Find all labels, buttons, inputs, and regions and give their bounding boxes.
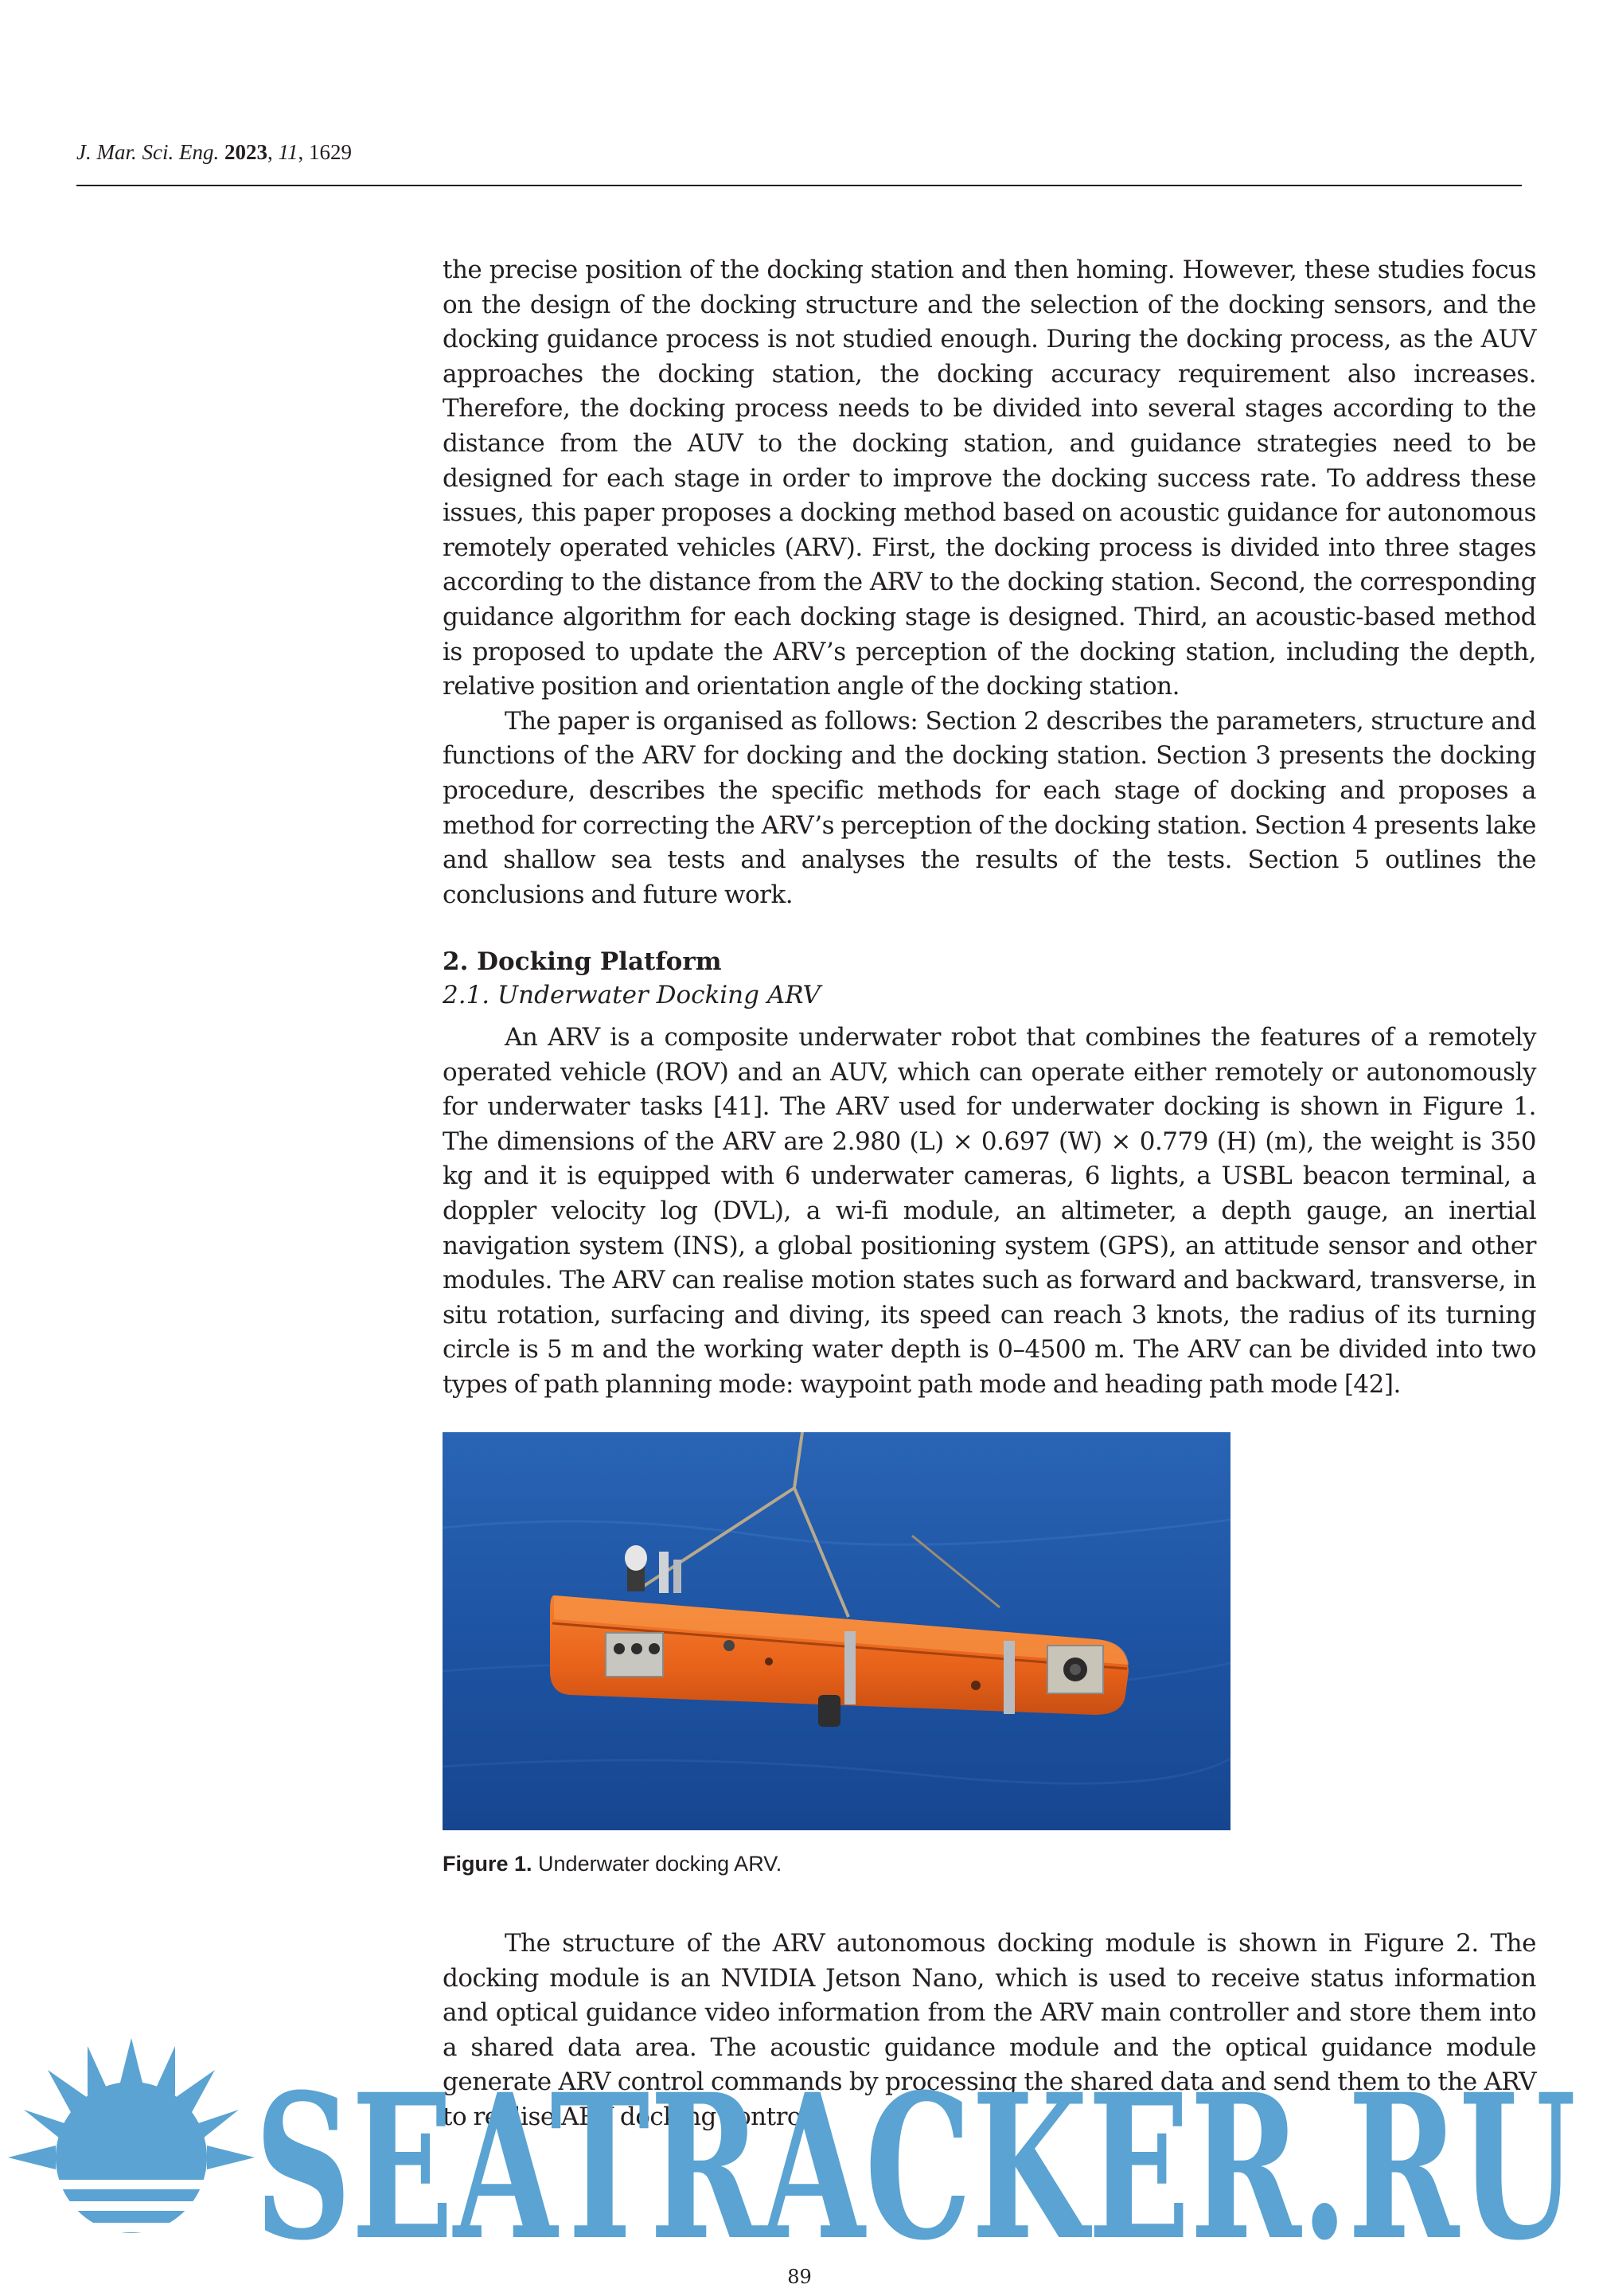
top-mast [659, 1552, 669, 1593]
usbl-beacon [625, 1545, 647, 1571]
journal-abbrev: J. Mar. Sci. Eng. [76, 140, 220, 164]
figure-1-caption-text: Underwater docking ARV. [538, 1852, 782, 1876]
figure-1-caption [443, 1852, 782, 1876]
subsection-heading: 2.1. Underwater Docking ARV [443, 981, 821, 1009]
header-divider [76, 185, 1522, 186]
journal-header: J. Mar. Sci. Eng. 2023, 11, 1629 [76, 140, 352, 164]
intro-paragraph-continued: the precise position of the docking station and then homing. However, these studies focus on the design of the docking structure and the selection of the docking sensors, and the docking guidance process is not studied enough. During the docking process, as the AUV approaches the docking station, the docking accuracy requirement also increases. Therefore, the docking process needs to be divided into several stages according to the distance from the AUV to the docking station, and guidance strategies need to be designed for each stage in order to improve the docking success rate. To address these issues, this paper proposes a docking method based on acoustic guidance for autonomous remotely operated vehicles (ARV). First, the docking process is divided into three stages according to the distance from the ARV to the docking station. Second, the corresponding guidance algorithm for each docking stage is designed. Third, an acoustic-based method is proposed to update the ARV’s perception of the docking station, including the depth, relative position and orientation angle of the docking station. [443, 256, 1536, 701]
metal-band-2 [1004, 1641, 1015, 1714]
metal-band-1 [844, 1631, 856, 1704]
docking-module-paragraph: The structure of the ARV autonomous docking module is shown in Figure 2. The docking module is an NVIDIA Jetson Nano, which is used to receive status information and optical guidance video information from the ARV main controller and store them into a shared data area. The acoustic guidance module and the optical guidance module generate ARV control commands by processing the shared data and send them to the ARV to realise ARV docking control. [443, 1929, 1536, 2131]
page-number: 89 [787, 2266, 812, 2288]
section-heading: 2. Docking Platform [443, 947, 722, 976]
side-camera-panel [606, 1633, 663, 1677]
arv-photo-illustration [443, 1432, 1230, 1830]
watermark-graphic [0, 2038, 1599, 2261]
figure-1-photo [443, 1432, 1230, 1830]
arv-description-paragraph: An ARV is a composite underwater robot that combines the features of a remotely operated vehicle (ROV) and an AUV, which can operate either remotely or autonomously for underwater tasks [41]. The ARV used for underwater docking is shown in Figure 1. The dimensions of the ARV are 2.980 (L) × 0.697 (W) × 0.779 (H) (m), the weight is 350 kg and it is equipped with 6 underwater cameras, 6 lights, a USBL beacon terminal, a doppler velocity log (DVL), a wi-fi module, an altimeter, a depth gauge, an inertial navigation system (INS), a global positioning system (GPS), an attitude sensor and other modules. The ARV can realise motion states such as forward and backward, transverse, in situ rotation, surfacing and diving, its speed can reach 3 knots, the radius of its turning circle is 5 m and the working water depth is 0–4500 m. The ARV can be divided into two types of path planning mode: waypoint path mode and heading path mode [42]. [443, 1023, 1536, 1399]
intro-paragraph-organisation: The paper is organised as follows: Section 2 describes the parameters, structure and functions of the ARV for docking and the docking station. Section 3 presents the docking procedure, describes the specific methods for each stage of docking and proposes a method for correcting the ARV’s perception of the docking station. Section 4 presents lake and shallow sea tests and analyses the results of the tests. Section 5 outlines the conclusions and future work. [443, 706, 1536, 909]
article-number: 1629 [308, 140, 352, 164]
watermark-text: SEATRACKER.RU [255, 2050, 1576, 2261]
watermark [0, 2038, 1599, 2261]
bottom-thruster [818, 1695, 840, 1727]
section-2-1-text [443, 1021, 1536, 1403]
journal-volume: 11 [278, 140, 298, 164]
figure-1-label: Figure 1. [443, 1852, 532, 1876]
journal-year: 2023 [224, 140, 267, 164]
intro-text [443, 253, 1536, 912]
